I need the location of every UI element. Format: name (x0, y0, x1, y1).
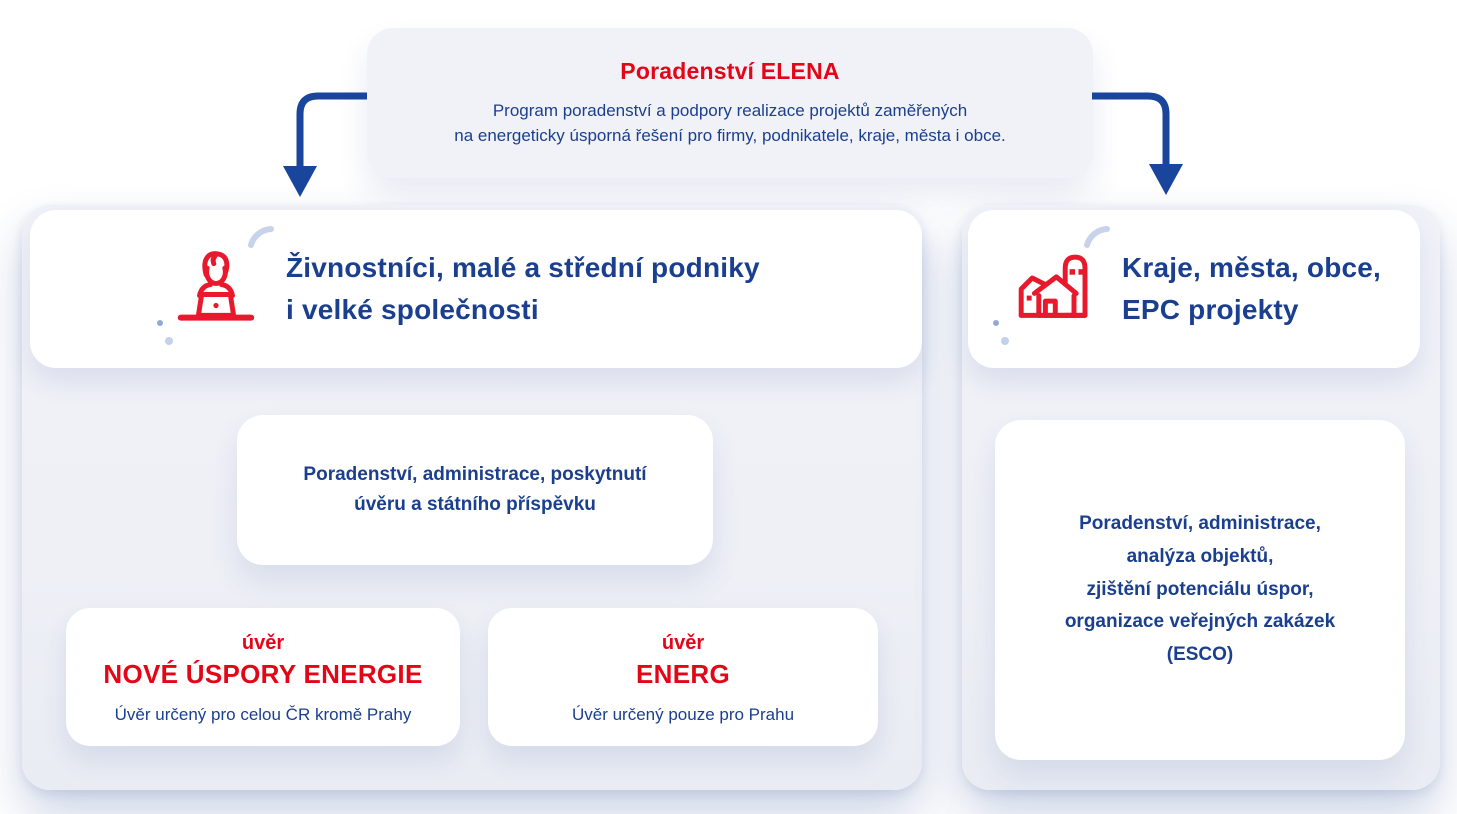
program-description (454, 98, 1006, 149)
esco-line-3: zjištění potenciálu úspor, (1086, 578, 1314, 600)
loan-type-label: úvěr (241, 632, 285, 654)
municipalities-icon-wrap (1008, 241, 1096, 337)
esco-line-1: Poradenství, administrace, (1079, 513, 1321, 535)
esco-line-4: organizace veřejných zakázek (1064, 611, 1336, 633)
program-description-line2: na energeticky úsporná řešení pro firmy, podnikatele, kraje, města i obce. (454, 126, 1006, 145)
loan-card-nove-uspory-energie (66, 608, 460, 746)
businesses-title-line1: Živnostníci, malé a střední podniky (286, 252, 760, 283)
businesses-icon-wrap (172, 241, 260, 337)
businesses-title (286, 247, 760, 331)
municipalities-title (1122, 247, 1381, 331)
loan-type-label: úvěr (661, 632, 705, 654)
person-at-laptop-icon (172, 245, 260, 333)
program-intro-card (367, 28, 1093, 178)
services-card (237, 415, 713, 565)
loan-name: ENERG (636, 659, 730, 689)
arrow-top-to-left-panel (283, 96, 367, 197)
esco-line-2: analýza objektů, (1126, 545, 1274, 567)
businesses-header-card (30, 210, 922, 368)
municipalities-title-line1: Kraje, města, obce, (1122, 252, 1382, 283)
businesses-title-line2: i velké společnosti (286, 294, 539, 325)
loan-card-energ (488, 608, 878, 746)
loan-name: NOVÉ ÚSPORY ENERGIE (103, 659, 423, 689)
municipalities-header-card (968, 210, 1420, 368)
loan-description: Úvěr určený pro celou ČR kromě Prahy (114, 705, 412, 724)
services-line1: Poradenství, administrace, poskytnutí (303, 463, 647, 485)
buildings-icon (1008, 245, 1096, 333)
esco-services-card (995, 420, 1405, 760)
municipalities-title-line2: EPC projekty (1122, 294, 1299, 325)
program-title: Poradenství ELENA (620, 57, 840, 84)
program-description-line1: Program poradenství a podpory realizace projektů zaměřených (492, 100, 968, 120)
arrow-top-to-right-panel (1092, 96, 1183, 195)
services-line2: úvěru a státního příspěvku (354, 494, 596, 515)
esco-line-5: (ESCO) (1166, 644, 1234, 665)
loan-description: Úvěr určený pouze pro Prahu (571, 705, 795, 724)
